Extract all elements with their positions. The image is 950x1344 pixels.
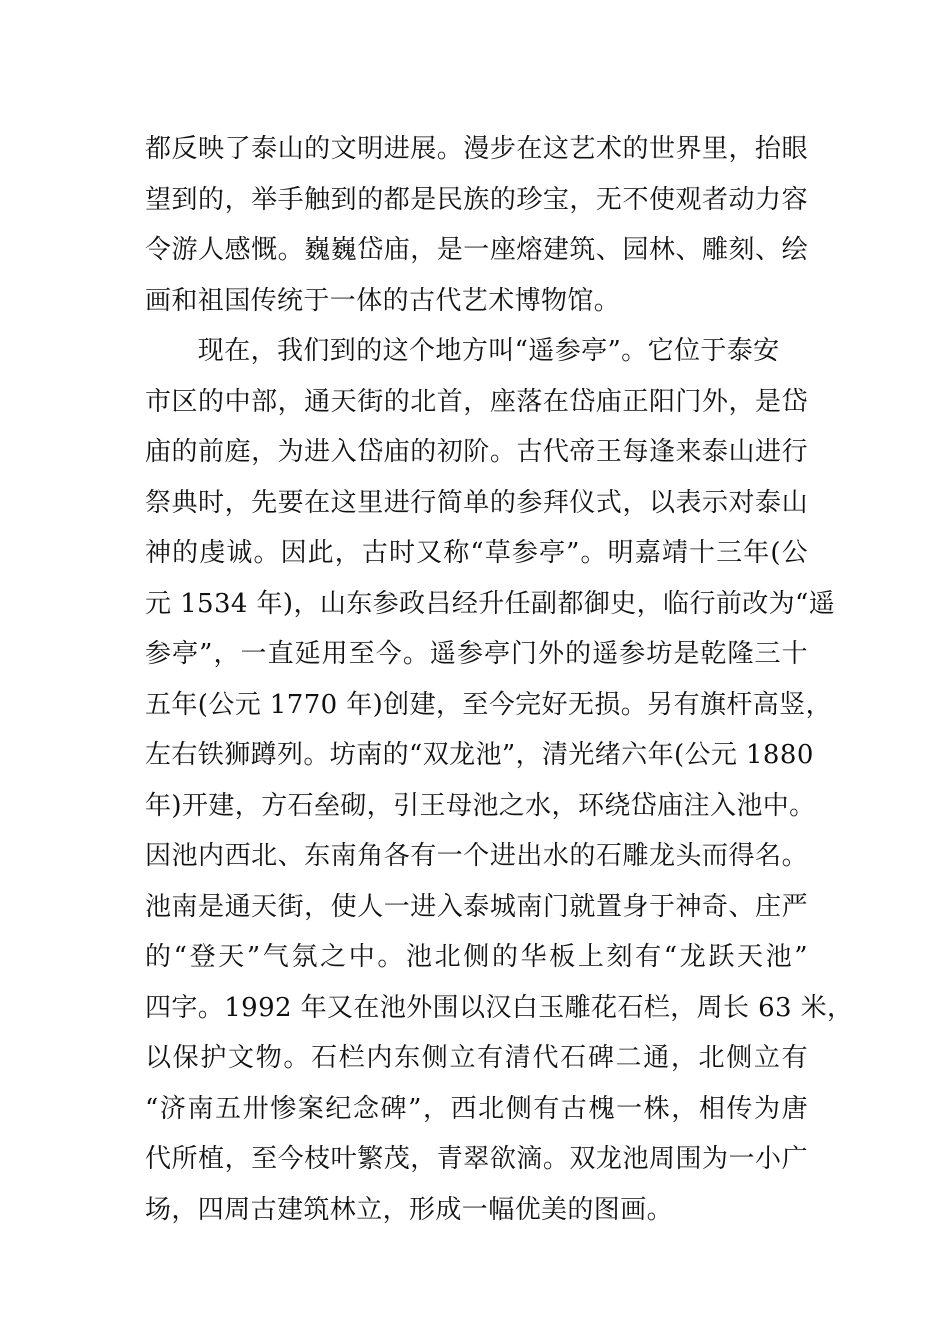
text-line: 左右铁狮蹲列。坊南的“双龙池”，清光绪六年(公元 1880 <box>145 740 814 770</box>
text-line: 都反映了泰山的文明进展。漫步在这艺术的世界里，抬眼 <box>145 134 808 164</box>
text-line: 池南是通天街，使人一进入泰城南门就置身于神奇、庄严 <box>145 891 808 922</box>
text-line: 参亭”，一直延用至今。遥参亭门外的遥参坊是乾隆三十 <box>145 639 808 669</box>
text-line: 场，四周古建筑林立，形成一幅优美的图画。 <box>145 1194 674 1225</box>
text-line: 四字。1992 年又在池外围以汉白玉雕花石栏，周长 63 米， <box>145 992 854 1023</box>
text-line: 的“登天”气氛之中。池北侧的华板上刻有“龙跃天池” <box>145 942 808 972</box>
text-line: 望到的，举手触到的都是民族的珍宝，无不使观者动力容 <box>145 184 808 215</box>
text-line: 元 1534 年)，山东参政吕经升任副都御史，临行前改为“遥 <box>145 588 836 619</box>
text-line: 庙的前庭，为进入岱庙的初阶。古代帝王每逢来泰山进行 <box>145 437 808 467</box>
text-line: 代所植，至今枝叶繁茂，青翠欲滴。双龙池周围为一小广 <box>145 1144 808 1174</box>
text-line: 神的虔诚。因此，古时又称“草参亭”。明嘉靖十三年(公 <box>145 538 808 568</box>
text-line: 祭典时，先要在这里进行简单的参拜仪式，以表示对泰山 <box>145 487 808 518</box>
text-line: 五年(公元 1770 年)创建，至今完好无损。另有旗杆高竖， <box>145 689 832 720</box>
text-line: 画和祖国传统于一体的古代艺术博物馆。 <box>145 285 621 316</box>
paragraph-2 <box>145 326 854 1235</box>
text-line: “济南五卅惨案纪念碑”，西北侧有古槐一株，相传为唐 <box>145 1093 808 1124</box>
paragraph-1 <box>145 124 808 326</box>
text-line: 市区的中部，通天街的北首，座落在岱庙正阳门外，是岱 <box>145 386 808 417</box>
text-line: 因池内西北、东南角各有一个进出水的石雕龙头而得名。 <box>145 841 808 871</box>
text-line: 令游人感慨。巍巍岱庙，是一座熔建筑、园林、雕刻、绘 <box>145 235 808 265</box>
text-line: 现在，我们到的这个地方叫“遥参亭”。它位于泰安 <box>145 336 780 366</box>
body-text <box>145 124 854 1235</box>
text-line: 以保护文物。石栏内东侧立有清代石碑二通，北侧立有 <box>145 1043 808 1073</box>
text-line: 年)开建，方石垒砌，引王母池之水，环绕岱庙注入池中。 <box>145 790 816 821</box>
